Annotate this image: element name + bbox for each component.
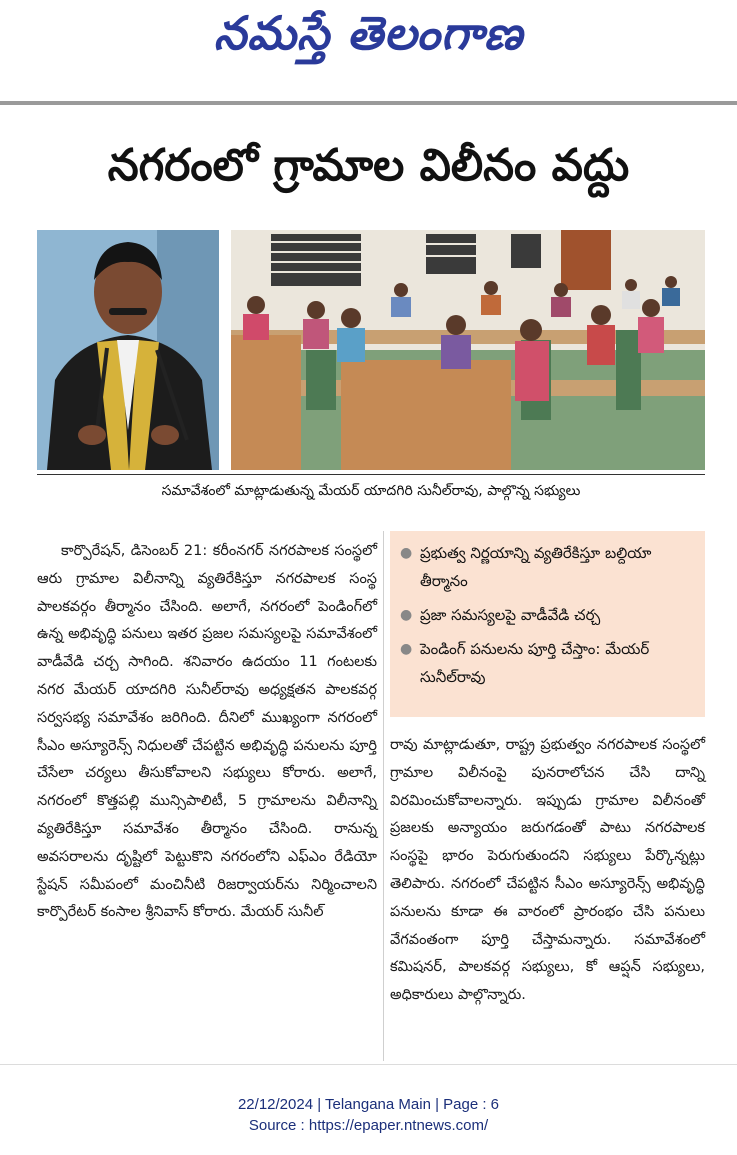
highlights-box [390, 531, 705, 717]
masthead-divider [0, 101, 737, 105]
highlight-text: ప్రభుత్వ నిర్ణయాన్ని వ్యతిరేకిస్తూ బల్దియా తీర్మానం [420, 544, 652, 590]
article-paragraph: కార్పొరేషన్, డిసెంబర్ 21: కరీంనగర్ నగరపాలక సంస్థలో ఆరు గ్రామాల విలీనాన్ని వ్యతిరేకిస్తూ నగరపాలక సంస్థ పాలకవర్గం తీర్మానం చేసింది. అలాగే, నగరంలో పెండింగ్‌లో ఉన్న అభివృద్ధి పనులు ఇతర ప్రజల సమస్యలపై సమావేశంలో వాడీవేడి చర్చ సాగింది. శనివారం ఉదయం 11 గంటలకు నగర మేయర్ యాదగిరి సునీల్‌రావు అధ్యక్షతన పాలకవర్గ సర్వసభ్య సమావేశం జరిగింది. దీనిలో ముఖ్యంగా నగరంలో సీఎం అస్యూరెన్స్ నిధులతో చేపట్టిన అభివృద్ధి పనులను పూర్తి చేసేలా చర్యలు తీసుకోవాలని సభ్యులు కోరారు. అలాగే, నగరంలో కొత్తపల్లి మున్సిపాలిటీ, 5 గ్రామాలను విలీనాన్ని వ్యతిరేకిస్తూ సమావేశం తీర్మానం చేసింది. రానున్న అవసరాలను దృష్టిలో పెట్టుకొని నగరంలోని ఎఫ్‌ఎం రేడియో స్టేషన్ సమీపంలో మంచినీటి రిజర్వాయర్‌ను నిర్మించాలని కార్పొరేటర్ కంసాల శ్రీనివాస్ కోరారు. మేయర్ సునీల్ [37, 543, 377, 921]
council-meeting-photo [231, 230, 705, 470]
article-body-left [37, 538, 377, 927]
footer-divider [0, 1064, 737, 1065]
highlight-text: ప్రజా సమస్యలపై వాడీవేడి చర్చ [420, 606, 601, 624]
caption-divider [37, 474, 705, 475]
bullet-dot-icon: ● [400, 641, 413, 657]
highlight-item [400, 539, 693, 595]
footer-date-edition: 22/12/2024 | Telangana Main | Page : 6 [237, 1096, 500, 1113]
column-divider [383, 531, 384, 1061]
article-body-right [390, 732, 705, 1010]
newspaper-logo: నమస్తే తెలంగాణ [213, 6, 524, 60]
highlight-item [400, 601, 693, 629]
footer-source-link[interactable]: Source : https://epaper.ntnews.com/ [248, 1117, 489, 1134]
article-paragraph: రావు మాట్లాడుతూ, రాష్ట్ర ప్రభుత్వం నగరపాలక సంస్థలో గ్రామాల విలీనంపై పునరాలోచన చేసి దాన్ని విరమించుకోవాలన్నారు. ఇప్పుడు గ్రామాల విలీనంతో ప్రజలకు అన్యాయం జరుగడంతో పాటు నగరపాలక సంస్థపై భారం పెరుగుతుందని సభ్యులు పేర్కొన్నట్లు తెలిపారు. నగరంలో చేపట్టిన సీఎం అస్యూరెన్స్ అభివృద్ధి పనులను కూడా ఈ వారంలో ప్రారంభం చేసి పనులు వేగవంతంగా పూర్తి చేస్తామన్నారు. సమావేశంలో కమిషనర్, పాలకవర్గ సభ్యులు, కో ఆప్షన్ సభ్యులు, అధికారులు పాల్గొన్నారు. [390, 737, 705, 1004]
article-headline: నగరంలో గ్రామాల విలీనం వద్దు [107, 140, 630, 191]
bullet-dot-icon: ● [400, 545, 413, 561]
mayor-speaking-photo [37, 230, 219, 470]
highlight-text: పెండింగ్ పనులను పూర్తి చేస్తాం: మేయర్ సునీల్‌రావు [420, 640, 650, 686]
photo-caption: సమావేశంలో మాట్లాడుతున్న మేయర్ యాదగిరి సునీల్‌రావు, పాల్గొన్న సభ్యులు [161, 483, 581, 499]
highlight-item [400, 635, 693, 691]
masthead [0, 0, 737, 78]
page-footer [0, 1094, 737, 1136]
bullet-dot-icon: ● [400, 607, 413, 623]
